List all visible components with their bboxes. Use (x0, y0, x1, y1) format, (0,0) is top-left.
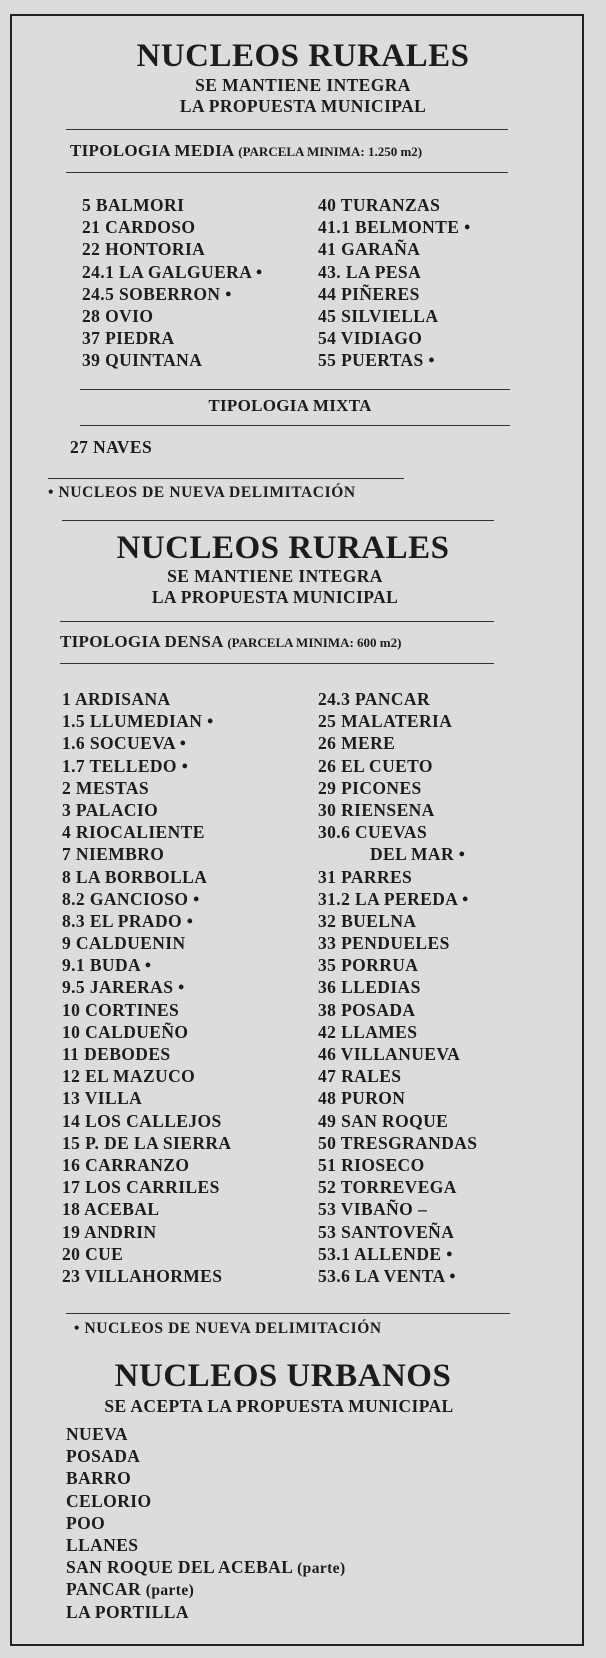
list-item: 17 LOS CARRILES (62, 1177, 220, 1198)
list-item: 53.6 LA VENTA • (318, 1265, 456, 1286)
list-item: 10 CALDUEÑO (62, 1021, 189, 1042)
divider (80, 389, 510, 390)
list-item: LA PORTILLA (66, 1601, 189, 1622)
list-item: 54 VIDIAGO (318, 328, 423, 349)
list-item: 26 EL CUETO (318, 755, 433, 776)
list-item: 19 ANDRIN (62, 1221, 157, 1242)
list-item: BARRO (66, 1468, 132, 1489)
list-item: 52 TORREVEGA (318, 1177, 457, 1198)
list-item: 50 TRESGRANDAS (318, 1132, 478, 1153)
divider (60, 621, 494, 622)
list-item: 29 PICONES (318, 777, 422, 798)
list-item: 51 RIOSECO (318, 1154, 425, 1175)
list-item: 9 CALDUENIN (62, 933, 186, 954)
list-item: 44 PIÑERES (318, 283, 420, 304)
section3-subtitle: SE ACEPTA LA PROPUESTA MUNICIPAL (104, 1396, 454, 1416)
list-item: 20 CUE (62, 1243, 124, 1264)
list-item: 53 SANTOVEÑA (318, 1221, 455, 1242)
list-item (66, 1578, 346, 1600)
list-item: 13 VILLA (62, 1088, 143, 1109)
section2-subtitle-1: SE MANTIENE INTEGRA (167, 566, 383, 586)
list-item: 41 GARAÑA (318, 239, 421, 260)
divider (48, 478, 404, 479)
list-item: 42 LLAMES (318, 1021, 418, 1042)
list-item: 1.7 TELLEDO • (62, 755, 189, 776)
list-item: 22 HONTORIA (82, 239, 206, 260)
list-item (66, 1556, 346, 1578)
list-item: 3 PALACIO (62, 799, 159, 820)
list-item: 7 NIEMBRO (62, 844, 165, 865)
section1-mixed-list (70, 436, 152, 458)
section1-title: NUCLEOS RURALES (136, 38, 470, 74)
divider (66, 1313, 510, 1314)
list-item: POO (66, 1512, 106, 1533)
section2-footnote: • NUCLEOS DE NUEVA DELIMITACIÓN (74, 1320, 382, 1337)
section1-subtitle-2: LA PROPUESTA MUNICIPAL (179, 96, 427, 116)
section2-title: NUCLEOS RURALES (116, 530, 450, 566)
section1-footnote: • NUCLEOS DE NUEVA DELIMITACIÓN (48, 484, 356, 501)
typology-label: TIPOLOGIA DENSA (60, 632, 223, 651)
list-item: 41.1 BELMONTE • (318, 217, 471, 238)
list-item: 1.6 SOCUEVA • (62, 733, 187, 754)
list-item: 31 PARRES (318, 866, 413, 887)
list-item: 8 LA BORBOLLA (62, 866, 208, 887)
list-item: 24.3 PANCAR (318, 689, 430, 709)
list-item: 24.5 SOBERRON • (82, 283, 232, 304)
list-item: DEL MAR • (370, 844, 466, 865)
section1-right-list (318, 194, 471, 372)
list-item: 12 EL MAZUCO (62, 1066, 196, 1087)
list-item: 5 BALMORI (82, 195, 185, 215)
section2-left-list (62, 688, 231, 1287)
section2-typology (60, 632, 401, 653)
list-item: 39 QUINTANA (82, 350, 203, 371)
list-item: 1.5 LLUMEDIAN • (62, 711, 214, 732)
list-item-note: (parte) (297, 1560, 346, 1578)
list-item: 11 DEBODES (62, 1044, 171, 1064)
divider (66, 129, 508, 130)
list-item: 36 LLEDIAS (318, 977, 421, 998)
section3-title: NUCLEOS URBANOS (114, 1358, 452, 1394)
list-item: 35 PORRUA (318, 955, 419, 976)
list-item: 32 BUELNA (318, 910, 417, 931)
list-item: 43. LA PESA (318, 261, 422, 282)
list-item: 18 ACEBAL (62, 1199, 160, 1220)
list-item: 28 OVIO (82, 305, 154, 326)
typology-note: (PARCELA MINIMA: 1.250 m2) (238, 144, 423, 159)
list-item: 53.1 ALLENDE • (318, 1243, 453, 1264)
list-item: 21 CARDOSO (82, 217, 196, 238)
list-item: 53 VIBAÑO – (318, 1199, 428, 1220)
list-item: 1 ARDISANA (62, 689, 171, 709)
list-item: POSADA (66, 1446, 141, 1467)
list-item: 9.5 JARERAS • (62, 977, 185, 998)
list-item: 47 RALES (318, 1066, 402, 1087)
list-item: 25 MALATERIA (318, 711, 453, 732)
list-item: 16 CARRANZO (62, 1154, 190, 1175)
list-item: NUEVA (66, 1424, 128, 1444)
list-item: 33 PENDUELES (318, 933, 450, 954)
section1-left-list (82, 194, 263, 372)
list-item: 14 LOS CALLEJOS (62, 1110, 222, 1131)
typology-note: (PARCELA MINIMA: 600 m2) (227, 635, 402, 650)
list-item: 37 PIEDRA (82, 328, 175, 349)
list-item: 9.1 BUDA • (62, 955, 152, 976)
list-item: CELORIO (66, 1490, 152, 1511)
list-item: 4 RIOCALIENTE (62, 822, 205, 843)
list-item: 10 CORTINES (62, 999, 180, 1020)
section1-typology (70, 141, 422, 162)
list-item: 2 MESTAS (62, 777, 149, 798)
list-item: 31.2 LA PEREDA • (318, 888, 469, 909)
list-item-note: (parte) (145, 1582, 195, 1600)
typology-label: TIPOLOGIA MEDIA (70, 141, 234, 160)
list-item: 48 PURON (318, 1088, 406, 1109)
section1-subtitle-1: SE MANTIENE INTEGRA (195, 75, 411, 95)
list-item-label: PANCAR (66, 1579, 141, 1600)
list-item: 24.1 LA GALGUERA • (82, 261, 263, 282)
list-item: 55 PUERTAS • (318, 350, 435, 371)
list-item: 8.3 EL PRADO • (62, 910, 194, 931)
list-item: 15 P. DE LA SIERRA (62, 1132, 232, 1153)
list-item: 30.6 CUEVAS (318, 822, 428, 843)
section3-list (66, 1423, 346, 1623)
divider (62, 520, 494, 521)
divider (66, 172, 508, 173)
list-item: 23 VILLAHORMES (62, 1265, 223, 1286)
section1-mixed-label: TIPOLOGIA MIXTA (208, 396, 372, 415)
divider (60, 663, 494, 664)
list-item: 27 NAVES (70, 437, 153, 457)
list-item-label: SAN ROQUE DEL ACEBAL (66, 1557, 293, 1578)
list-item: 8.2 GANCIOSO • (62, 888, 200, 909)
divider (80, 425, 510, 426)
list-item: 40 TURANZAS (318, 195, 441, 215)
section2-subtitle-2: LA PROPUESTA MUNICIPAL (151, 587, 399, 607)
section2-right-list (318, 688, 477, 1287)
list-item: 45 SILVIELLA (318, 305, 439, 326)
list-item: 38 POSADA (318, 999, 416, 1020)
list-item: 26 MERE (318, 733, 396, 754)
list-item: 30 RIENSENA (318, 799, 435, 820)
list-item: LLANES (66, 1534, 139, 1555)
list-item: 46 VILLANUEVA (318, 1044, 461, 1064)
list-item: 49 SAN ROQUE (318, 1110, 449, 1131)
